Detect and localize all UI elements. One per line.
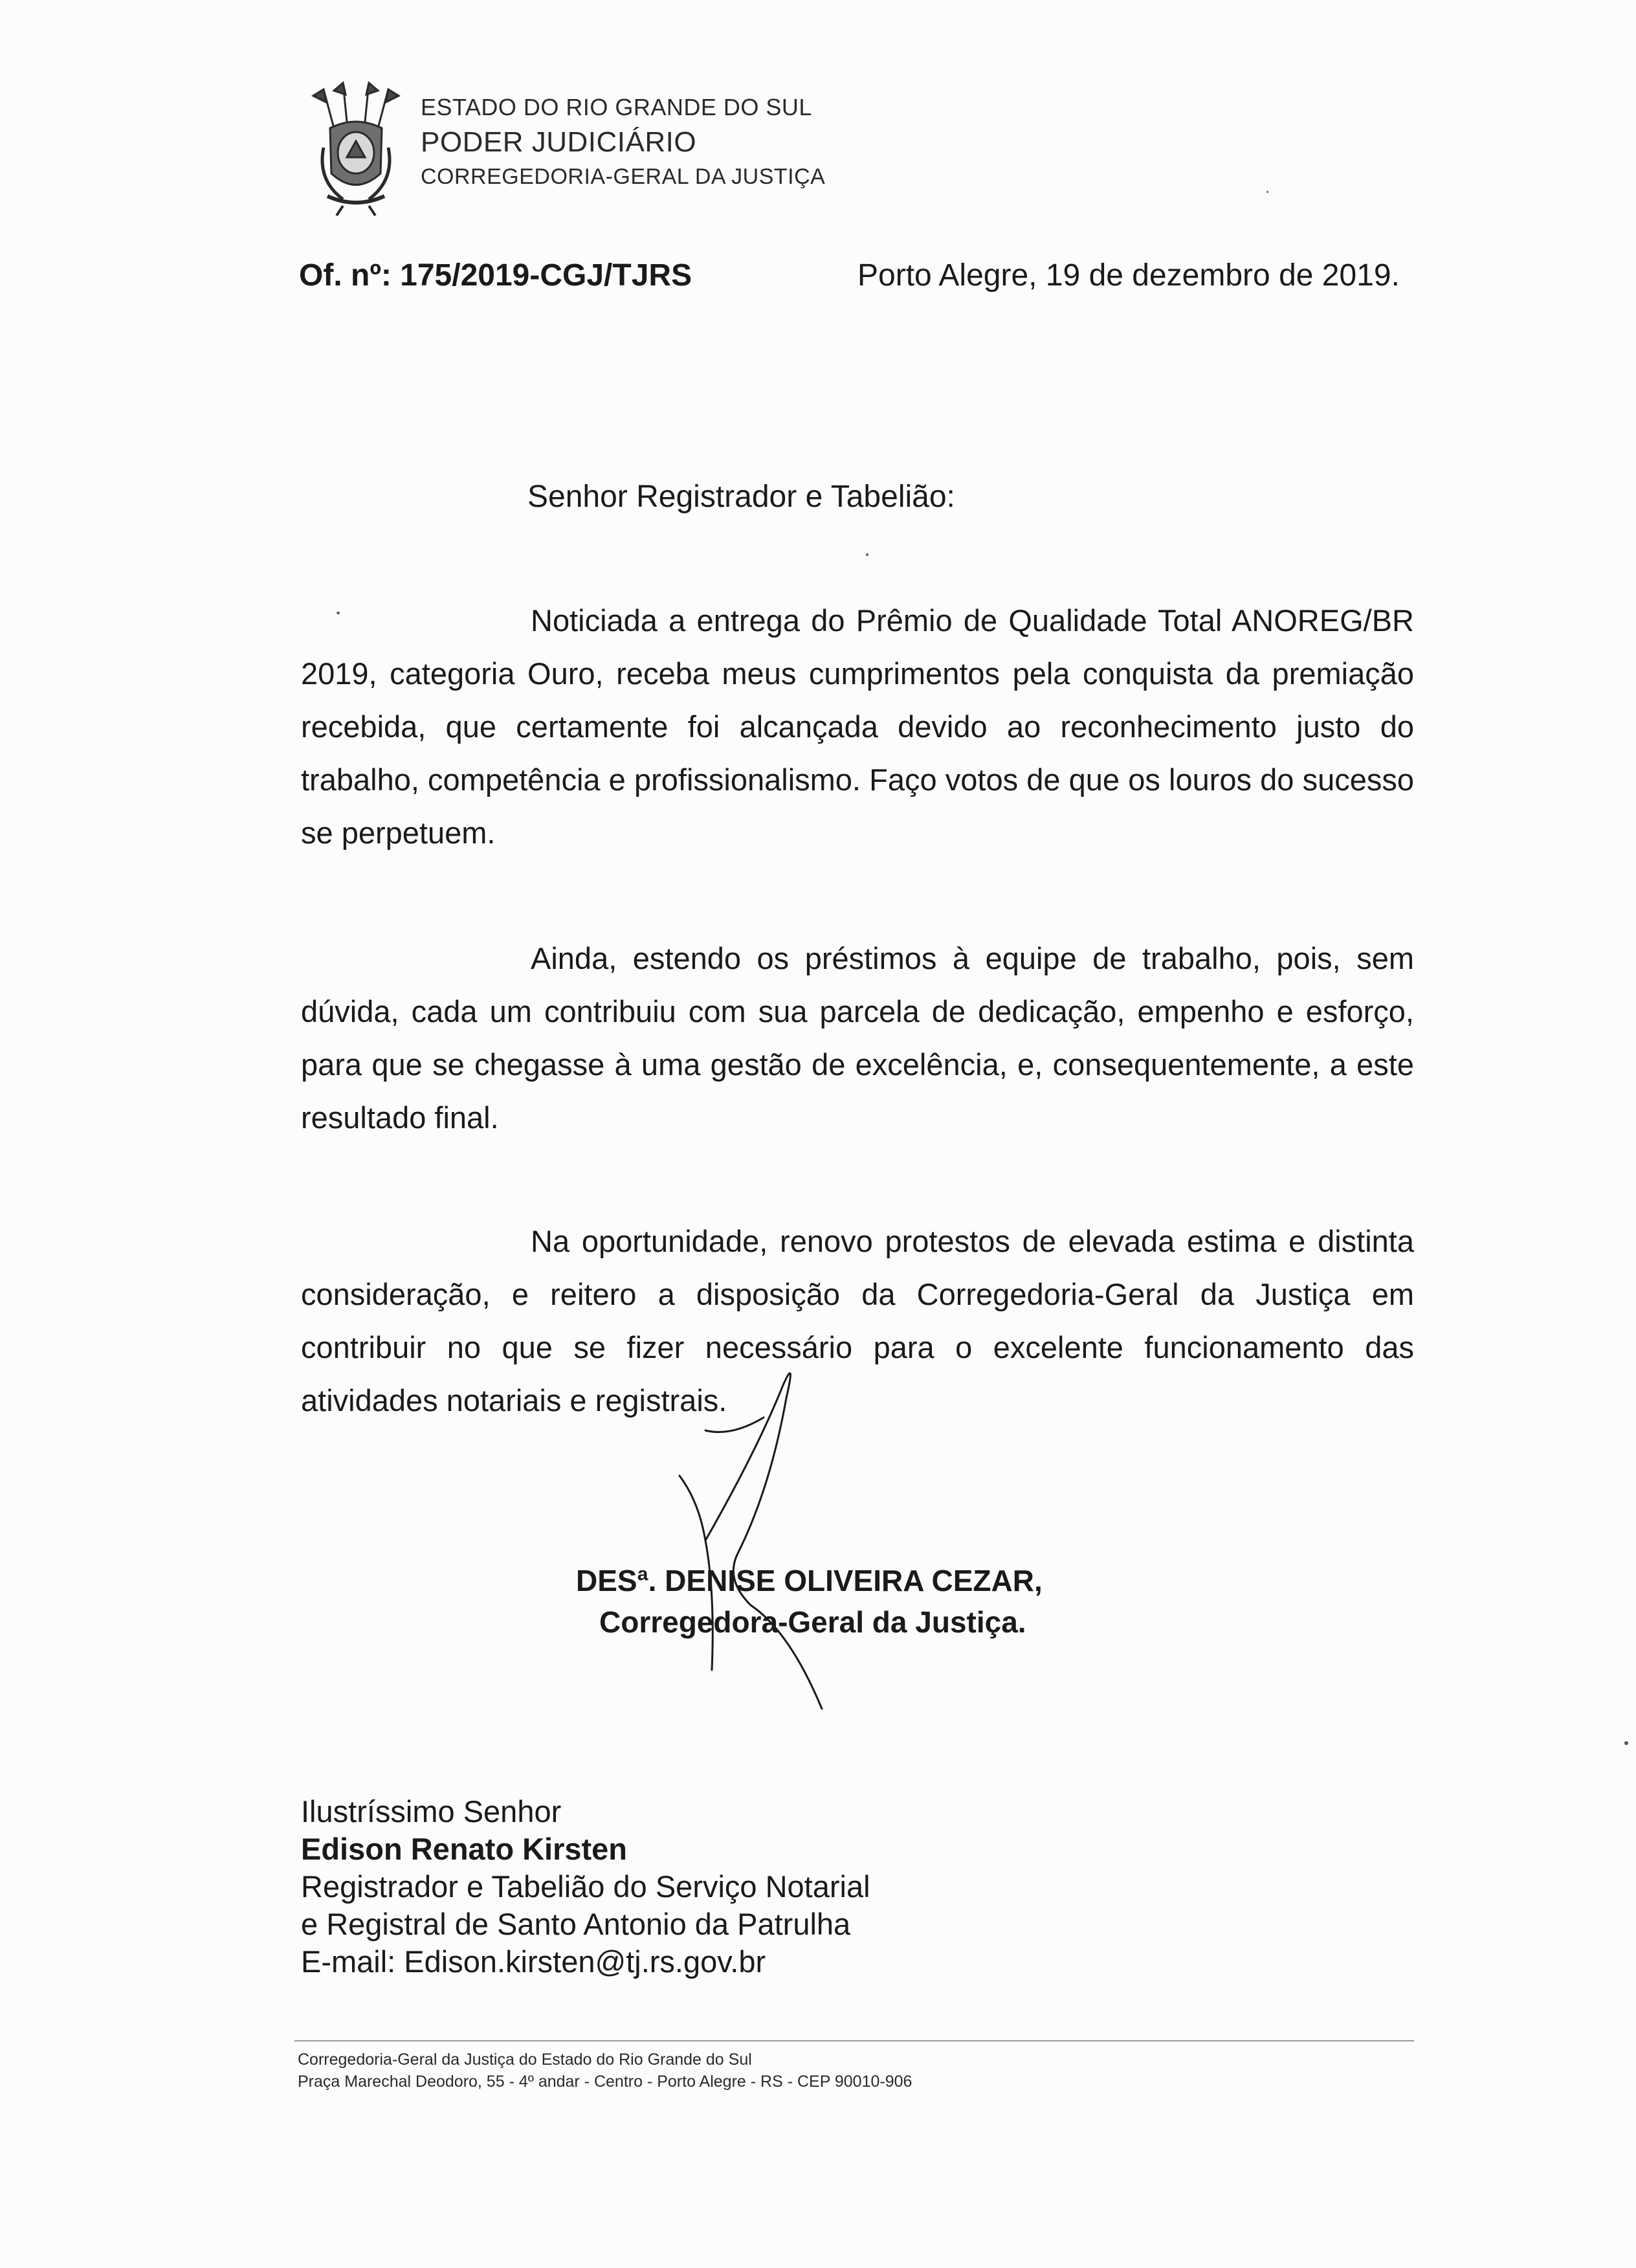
body-paragraph: Na oportunidade, renovo protestos de elevada estima e distinta consideração, e reitero a disposição da Corregedoria-Geral da Justiça em contribuir no que se fizer necessário para o excelente funcionamento das atividades notariais e registrais. [301, 1224, 1414, 1418]
scan-speck [1266, 191, 1268, 193]
office-reference: Of. nº: 175/2019-CGJ/TJRS [299, 258, 692, 293]
recipient-greeting: Ilustríssimo Senhor [301, 1794, 562, 1829]
body-paragraph: Ainda, estendo os préstimos à equipe de trabalho, pois, sem dúvida, cada um contribuiu com sua parcela de dedicação, empenho e esforço, para que se chegasse à uma gestão de excelência, e, consequentemente, a este resultado final. [301, 941, 1414, 1135]
footer-address: Praça Marechal Deodoro, 55 - 4º andar - Centro - Porto Alegre - RS - CEP 90010-906 [298, 2073, 912, 2091]
footer [298, 2049, 912, 2093]
letter-date: Porto Alegre, 19 de dezembro de 2019. [857, 258, 1400, 293]
recipient-role: Registrador e Tabelião do Serviço Notarial [301, 1869, 870, 1904]
signature-block [576, 1560, 1107, 1643]
letterhead [421, 96, 825, 188]
recipient-role: e Registral de Santo Antonio da Patrulha [301, 1907, 851, 1941]
letterhead-state: ESTADO DO RIO GRANDE DO SUL [421, 94, 812, 120]
salutation: Senhor Registrador e Tabelião: [527, 480, 955, 514]
scan-speck [337, 612, 340, 614]
body-paragraph: Noticiada a entrega do Prêmio de Qualidade Total ANOREG/BR 2019, categoria Ouro, receba meus cumprimentos pela conquista da premiação recebida, que certamente foi alcançada devido ao reconhecimento justo do trabalho, competência e profissionalismo. Faço votos de que os louros do sucesso se perpetuem. [301, 603, 1414, 850]
scan-speck [866, 553, 868, 556]
letterhead-office: CORREGEDORIA-GERAL DA JUSTIÇA [421, 164, 826, 189]
signer-name: DESª. DENISE OLIVEIRA CEZAR, [576, 1564, 1043, 1597]
footer-institution: Corregedoria-Geral da Justiça do Estado do Rio Grande do Sul [298, 2051, 752, 2069]
handwritten-signature [660, 1359, 880, 1735]
recipient-block [301, 1793, 870, 1981]
recipient-email: E-mail: Edison.kirsten@tj.rs.gov.br [301, 1944, 766, 1979]
recipient-name: Edison Renato Kirsten [301, 1832, 628, 1866]
footer-divider [294, 2040, 1414, 2041]
signer-title: Corregedora-Geral da Justiça. [599, 1605, 1026, 1639]
scan-speck [1624, 1741, 1628, 1745]
letterhead-power: PODER JUDICIÁRIO [421, 126, 697, 158]
coat-of-arms-icon [304, 76, 408, 219]
